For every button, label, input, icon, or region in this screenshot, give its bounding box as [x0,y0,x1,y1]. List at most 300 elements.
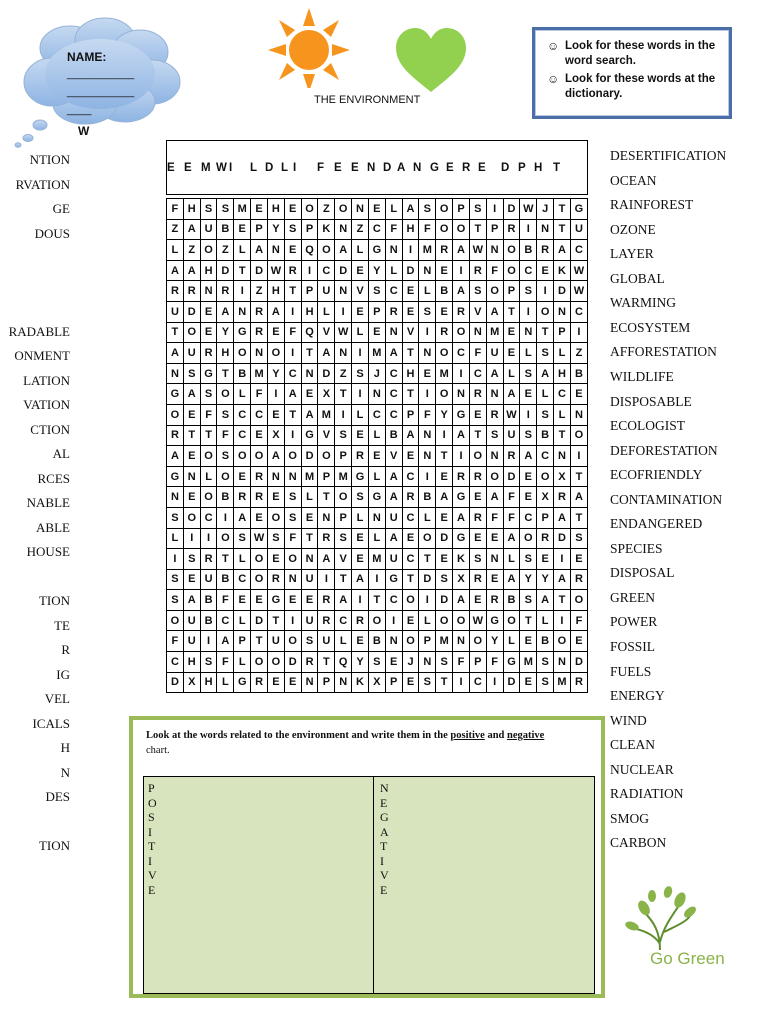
grid-cell[interactable]: U [301,610,318,631]
grid-cell[interactable]: T [554,219,571,240]
grid-cell[interactable]: G [200,363,217,384]
grid-cell[interactable]: E [284,199,301,220]
grid-cell[interactable]: O [251,652,268,673]
grid-cell[interactable]: E [267,487,284,508]
grid-cell[interactable]: O [318,240,335,261]
grid-cell[interactable]: R [251,466,268,487]
grid-cell[interactable]: T [402,384,419,405]
grid-cell[interactable]: W [335,322,352,343]
grid-cell[interactable]: L [301,487,318,508]
grid-cell[interactable]: C [570,240,587,261]
grid-cell[interactable]: R [469,507,486,528]
grid-cell[interactable]: A [402,199,419,220]
grid-cell[interactable]: I [217,507,234,528]
grid-cell[interactable]: O [503,260,520,281]
grid-cell[interactable]: R [453,466,470,487]
grid-cell[interactable]: U [183,631,200,652]
grid-cell[interactable]: U [486,343,503,364]
grid-cell[interactable]: F [167,199,184,220]
grid-cell[interactable]: U [385,507,402,528]
grid-cell[interactable]: X [554,466,571,487]
grid-cell[interactable]: B [385,425,402,446]
grid-cell[interactable]: B [570,363,587,384]
grid-cell[interactable]: W [520,199,537,220]
grid-cell[interactable]: E [469,590,486,611]
grid-cell[interactable]: S [284,219,301,240]
grid-cell[interactable]: Q [335,652,352,673]
grid-cell[interactable]: N [469,322,486,343]
grid-cell[interactable]: S [200,199,217,220]
grid-cell[interactable]: O [486,466,503,487]
grid-cell[interactable]: T [301,343,318,364]
grid-cell[interactable]: F [453,652,470,673]
grid-cell[interactable]: S [352,487,369,508]
grid-cell[interactable]: R [318,610,335,631]
grid-cell[interactable]: O [469,446,486,467]
grid-cell[interactable]: S [368,281,385,302]
grid-cell[interactable]: Z [183,240,200,261]
grid-cell[interactable]: G [234,672,251,693]
grid-cell[interactable]: R [436,240,453,261]
grid-cell[interactable]: N [419,652,436,673]
grid-cell[interactable]: L [419,281,436,302]
grid-cell[interactable]: E [537,549,554,570]
grid-cell[interactable]: H [183,199,200,220]
grid-cell[interactable]: N [335,672,352,693]
grid-cell[interactable]: I [570,322,587,343]
grid-cell[interactable]: I [570,446,587,467]
grid-cell[interactable]: T [183,425,200,446]
grid-cell[interactable]: A [318,343,335,364]
grid-cell[interactable]: Y [537,569,554,590]
grid-cell[interactable]: E [520,384,537,405]
grid-cell[interactable]: E [267,322,284,343]
grid-cell[interactable]: O [284,549,301,570]
grid-cell[interactable]: N [419,343,436,364]
grid-cell[interactable]: T [554,425,571,446]
grid-cell[interactable]: R [318,590,335,611]
grid-cell[interactable]: O [469,631,486,652]
grid-cell[interactable]: G [453,528,470,549]
grid-cell[interactable]: L [537,384,554,405]
grid-cell[interactable]: N [486,240,503,261]
grid-cell[interactable]: O [554,631,571,652]
grid-cell[interactable]: E [520,487,537,508]
grid-cell[interactable]: D [167,672,184,693]
name-line-2[interactable]: ___________ [67,86,135,98]
grid-cell[interactable]: V [318,425,335,446]
grid-cell[interactable]: S [167,569,184,590]
grid-cell[interactable]: I [453,446,470,467]
grid-cell[interactable]: L [368,466,385,487]
grid-cell[interactable]: N [419,260,436,281]
grid-cell[interactable]: U [301,569,318,590]
grid-cell[interactable]: B [234,363,251,384]
grid-cell[interactable]: B [537,425,554,446]
grid-cell[interactable]: X [537,487,554,508]
grid-cell[interactable]: E [234,466,251,487]
grid-cell[interactable]: N [570,404,587,425]
grid-cell[interactable]: C [200,507,217,528]
grid-cell[interactable]: N [368,507,385,528]
grid-cell[interactable]: E [284,240,301,261]
grid-cell[interactable]: S [217,446,234,467]
grid-cell[interactable]: A [453,590,470,611]
grid-cell[interactable]: Y [486,631,503,652]
grid-cell[interactable]: M [554,672,571,693]
grid-cell[interactable]: A [537,590,554,611]
grid-cell[interactable]: L [419,610,436,631]
grid-cell[interactable]: W [469,240,486,261]
grid-cell[interactable]: N [301,549,318,570]
grid-cell[interactable]: A [453,240,470,261]
grid-cell[interactable]: I [200,528,217,549]
grid-cell[interactable]: L [234,384,251,405]
grid-cell[interactable]: F [217,590,234,611]
grid-cell[interactable]: L [385,199,402,220]
grid-cell[interactable]: A [486,301,503,322]
grid-cell[interactable]: R [402,487,419,508]
grid-cell[interactable]: I [453,672,470,693]
grid-cell[interactable]: L [385,260,402,281]
grid-cell[interactable]: U [503,425,520,446]
grid-cell[interactable]: T [167,322,184,343]
grid-cell[interactable]: D [503,199,520,220]
grid-cell[interactable]: S [537,652,554,673]
grid-cell[interactable]: N [284,569,301,590]
grid-cell[interactable]: O [267,507,284,528]
grid-cell[interactable]: I [335,404,352,425]
grid-cell[interactable]: S [368,652,385,673]
grid-cell[interactable]: Z [570,343,587,364]
grid-cell[interactable]: T [419,549,436,570]
grid-cell[interactable]: A [167,260,184,281]
grid-cell[interactable]: Z [352,219,369,240]
grid-cell[interactable]: T [570,507,587,528]
grid-cell[interactable]: E [570,384,587,405]
grid-cell[interactable]: V [318,322,335,343]
grid-cell[interactable]: O [436,384,453,405]
grid-cell[interactable]: I [402,240,419,261]
grid-cell[interactable]: O [217,384,234,405]
grid-cell[interactable]: O [335,487,352,508]
grid-cell[interactable]: Z [335,363,352,384]
grid-cell[interactable]: P [385,672,402,693]
grid-cell[interactable]: O [267,652,284,673]
grid-cell[interactable]: A [520,446,537,467]
grid-cell[interactable]: T [503,301,520,322]
grid-cell[interactable]: P [453,199,470,220]
grid-cell[interactable]: O [335,199,352,220]
grid-cell[interactable]: C [520,507,537,528]
grid-cell[interactable]: R [469,466,486,487]
grid-cell[interactable]: F [167,631,184,652]
grid-cell[interactable]: G [234,322,251,343]
grid-cell[interactable]: I [419,466,436,487]
grid-cell[interactable]: I [554,549,571,570]
grid-cell[interactable]: A [453,281,470,302]
grid-cell[interactable]: N [486,384,503,405]
grid-cell[interactable]: O [537,301,554,322]
grid-cell[interactable]: R [486,590,503,611]
grid-cell[interactable]: D [436,590,453,611]
grid-cell[interactable]: O [436,610,453,631]
grid-cell[interactable]: M [251,363,268,384]
grid-cell[interactable]: K [453,549,470,570]
grid-cell[interactable]: E [200,301,217,322]
grid-cell[interactable]: I [284,610,301,631]
grid-cell[interactable]: S [217,199,234,220]
grid-cell[interactable]: O [167,404,184,425]
grid-cell[interactable]: T [335,384,352,405]
grid-cell[interactable]: X [453,569,470,590]
grid-cell[interactable]: E [200,322,217,343]
grid-cell[interactable]: E [503,343,520,364]
grid-cell[interactable]: T [469,219,486,240]
grid-cell[interactable]: O [503,610,520,631]
grid-cell[interactable]: X [318,384,335,405]
grid-cell[interactable]: O [453,322,470,343]
grid-cell[interactable]: T [318,652,335,673]
grid-cell[interactable]: T [335,569,352,590]
grid-cell[interactable]: O [251,549,268,570]
grid-cell[interactable]: P [234,631,251,652]
grid-cell[interactable]: H [200,260,217,281]
grid-cell[interactable]: A [251,240,268,261]
grid-cell[interactable]: N [284,466,301,487]
grid-cell[interactable]: N [385,322,402,343]
grid-cell[interactable]: E [251,199,268,220]
grid-cell[interactable]: E [570,631,587,652]
grid-cell[interactable]: A [554,507,571,528]
grid-cell[interactable]: G [385,569,402,590]
grid-cell[interactable]: E [368,446,385,467]
grid-cell[interactable]: D [284,652,301,673]
grid-cell[interactable]: H [200,672,217,693]
grid-cell[interactable]: E [402,610,419,631]
grid-cell[interactable]: O [200,446,217,467]
grid-cell[interactable]: S [267,528,284,549]
grid-cell[interactable]: T [217,549,234,570]
grid-cell[interactable]: I [419,322,436,343]
grid-cell[interactable]: S [436,652,453,673]
grid-cell[interactable]: E [368,199,385,220]
grid-cell[interactable]: D [419,569,436,590]
grid-cell[interactable]: S [520,549,537,570]
grid-cell[interactable]: N [453,631,470,652]
grid-cell[interactable]: L [503,549,520,570]
grid-cell[interactable]: P [419,631,436,652]
grid-cell[interactable]: A [453,425,470,446]
grid-cell[interactable]: O [234,446,251,467]
grid-cell[interactable]: C [385,404,402,425]
grid-cell[interactable]: A [183,260,200,281]
grid-cell[interactable]: A [217,301,234,322]
grid-cell[interactable]: L [234,549,251,570]
name-line-3[interactable]: ____ [67,104,92,116]
grid-cell[interactable]: C [537,446,554,467]
grid-cell[interactable]: E [570,549,587,570]
grid-cell[interactable]: O [503,240,520,261]
grid-cell[interactable]: M [234,199,251,220]
grid-cell[interactable]: C [402,466,419,487]
grid-cell[interactable]: I [284,425,301,446]
grid-cell[interactable]: E [436,301,453,322]
grid-cell[interactable]: S [284,487,301,508]
grid-cell[interactable]: F [419,404,436,425]
grid-cell[interactable]: K [554,260,571,281]
grid-cell[interactable]: D [335,260,352,281]
grid-cell[interactable]: C [469,672,486,693]
grid-cell[interactable]: V [335,549,352,570]
grid-cell[interactable]: F [486,652,503,673]
grid-cell[interactable]: E [352,549,369,570]
grid-cell[interactable]: I [520,301,537,322]
grid-cell[interactable]: E [234,219,251,240]
grid-cell[interactable]: T [251,631,268,652]
grid-cell[interactable]: P [335,507,352,528]
grid-cell[interactable]: I [301,260,318,281]
grid-cell[interactable]: T [402,343,419,364]
grid-cell[interactable]: R [251,487,268,508]
grid-cell[interactable]: T [217,363,234,384]
grid-cell[interactable]: E [251,425,268,446]
grid-cell[interactable]: C [335,610,352,631]
grid-cell[interactable]: M [419,240,436,261]
grid-cell[interactable]: I [352,384,369,405]
grid-cell[interactable]: I [486,199,503,220]
grid-cell[interactable]: S [570,528,587,549]
grid-cell[interactable]: O [167,610,184,631]
grid-cell[interactable]: E [352,260,369,281]
grid-cell[interactable]: B [200,610,217,631]
grid-cell[interactable]: N [183,466,200,487]
grid-cell[interactable]: H [217,343,234,364]
grid-cell[interactable]: R [537,528,554,549]
grid-cell[interactable]: D [570,652,587,673]
grid-cell[interactable]: R [183,281,200,302]
grid-cell[interactable]: I [520,404,537,425]
grid-cell[interactable]: E [301,384,318,405]
grid-cell[interactable]: C [385,281,402,302]
grid-cell[interactable]: N [453,384,470,405]
grid-cell[interactable]: A [267,301,284,322]
grid-cell[interactable]: D [402,260,419,281]
grid-cell[interactable]: S [167,590,184,611]
grid-cell[interactable]: I [385,610,402,631]
grid-cell[interactable]: W [503,404,520,425]
grid-cell[interactable]: D [217,260,234,281]
grid-cell[interactable]: T [436,672,453,693]
grid-cell[interactable]: D [251,610,268,631]
grid-cell[interactable]: I [284,301,301,322]
grid-cell[interactable]: Y [267,363,284,384]
grid-cell[interactable]: E [183,446,200,467]
grid-cell[interactable]: T [284,404,301,425]
grid-cell[interactable]: L [503,631,520,652]
grid-cell[interactable]: N [267,240,284,261]
grid-cell[interactable]: K [352,672,369,693]
grid-cell[interactable]: L [352,404,369,425]
grid-cell[interactable]: Y [217,322,234,343]
grid-cell[interactable]: N [335,343,352,364]
grid-cell[interactable]: F [486,507,503,528]
grid-cell[interactable]: O [183,507,200,528]
grid-cell[interactable]: T [368,590,385,611]
grid-cell[interactable]: S [469,281,486,302]
grid-cell[interactable]: F [385,219,402,240]
grid-cell[interactable]: A [570,487,587,508]
grid-cell[interactable]: E [520,672,537,693]
grid-cell[interactable]: E [301,507,318,528]
grid-cell[interactable]: N [537,219,554,240]
grid-cell[interactable]: I [520,219,537,240]
grid-cell[interactable]: E [469,404,486,425]
grid-cell[interactable]: H [402,219,419,240]
grid-cell[interactable]: S [537,404,554,425]
grid-cell[interactable]: I [419,384,436,405]
grid-cell[interactable]: E [183,569,200,590]
grid-cell[interactable]: I [183,528,200,549]
grid-cell[interactable]: E [352,631,369,652]
grid-cell[interactable]: C [385,590,402,611]
grid-cell[interactable]: E [419,363,436,384]
grid-cell[interactable]: A [385,466,402,487]
grid-cell[interactable]: D [503,466,520,487]
grid-cell[interactable]: H [267,281,284,302]
grid-cell[interactable]: J [368,363,385,384]
grid-cell[interactable]: E [352,425,369,446]
grid-cell[interactable]: T [318,487,335,508]
grid-cell[interactable]: L [368,425,385,446]
grid-cell[interactable]: R [554,487,571,508]
grid-cell[interactable]: Y [267,219,284,240]
grid-cell[interactable]: N [385,631,402,652]
grid-cell[interactable]: E [284,672,301,693]
grid-cell[interactable]: H [301,301,318,322]
grid-cell[interactable]: U [570,219,587,240]
grid-cell[interactable]: D [301,446,318,467]
grid-cell[interactable]: B [200,590,217,611]
grid-cell[interactable]: G [167,384,184,405]
grid-cell[interactable]: S [167,507,184,528]
grid-cell[interactable]: Y [520,569,537,590]
grid-cell[interactable]: L [419,507,436,528]
grid-cell[interactable]: E [436,507,453,528]
grid-cell[interactable]: N [251,343,268,364]
grid-cell[interactable]: I [537,281,554,302]
grid-cell[interactable]: A [167,343,184,364]
grid-cell[interactable]: M [318,404,335,425]
grid-cell[interactable]: W [267,260,284,281]
grid-cell[interactable]: P [301,281,318,302]
grid-cell[interactable]: A [486,363,503,384]
grid-cell[interactable]: O [537,466,554,487]
grid-cell[interactable]: O [486,281,503,302]
grid-cell[interactable]: A [503,528,520,549]
grid-cell[interactable]: N [318,507,335,528]
grid-cell[interactable]: R [200,549,217,570]
grid-cell[interactable]: T [402,569,419,590]
grid-cell[interactable]: C [234,569,251,590]
grid-cell[interactable]: P [503,281,520,302]
grid-cell[interactable]: G [301,425,318,446]
grid-cell[interactable]: D [251,260,268,281]
grid-cell[interactable]: I [352,343,369,364]
grid-cell[interactable]: O [318,446,335,467]
grid-cell[interactable]: I [368,569,385,590]
grid-cell[interactable]: U [385,549,402,570]
